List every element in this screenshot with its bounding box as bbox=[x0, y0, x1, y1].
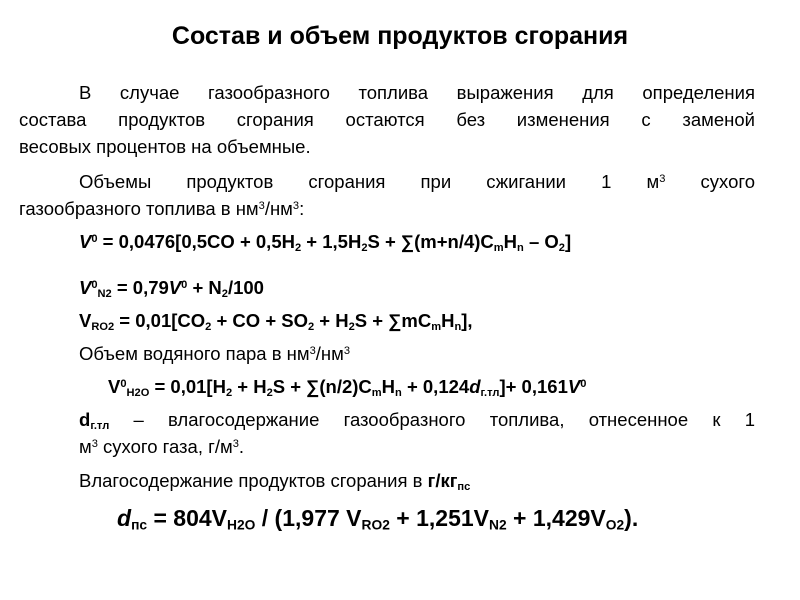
slide-title: Состав и объем продуктов сгорания bbox=[171, 22, 629, 50]
paragraph-line: В случае газообразного топлива выражения для определения bbox=[79, 82, 755, 103]
symbol: V bbox=[168, 277, 182, 298]
text: = 0,79 bbox=[111, 277, 169, 298]
superscript: 3 bbox=[309, 344, 316, 357]
superscript: 3 bbox=[91, 437, 98, 450]
text: ], bbox=[461, 310, 473, 331]
subscript: 2 bbox=[558, 241, 565, 254]
subscript: пс bbox=[457, 480, 471, 493]
paragraph-line: состава продуктов сгорания остаются без изменения с заменой bbox=[19, 109, 755, 130]
subscript: 2 bbox=[294, 241, 302, 254]
subscript: 2 bbox=[361, 241, 368, 254]
equation-d-ps bbox=[117, 505, 638, 532]
subscript: n bbox=[395, 386, 402, 399]
subscript: m bbox=[371, 386, 382, 399]
paragraph-moisture-content-fuel bbox=[79, 406, 755, 460]
subscript: RO2 bbox=[361, 517, 390, 533]
text: + H bbox=[232, 376, 267, 397]
superscript: 3 bbox=[343, 344, 351, 357]
text: сухого газа, г/м bbox=[97, 436, 233, 457]
text: + 1,5H bbox=[301, 231, 362, 252]
superscript: 0 bbox=[120, 377, 127, 390]
equation-v0 bbox=[79, 228, 571, 255]
subscript: 2 bbox=[308, 320, 315, 333]
text: : bbox=[299, 198, 305, 219]
subscript: 2 bbox=[225, 386, 233, 399]
superscript: 3 bbox=[258, 199, 265, 212]
text: = 0,01[CO bbox=[114, 310, 206, 331]
paragraph-line bbox=[79, 168, 755, 195]
superscript: 0 bbox=[181, 278, 188, 291]
superscript: 0 bbox=[580, 377, 587, 390]
text: Влагосодержание продуктов сгорания в bbox=[79, 470, 428, 491]
symbol: d bbox=[469, 376, 481, 397]
subscript: г.тл bbox=[480, 386, 500, 399]
superscript: 3 bbox=[232, 437, 239, 450]
subscript: 2 bbox=[221, 287, 228, 300]
subscript: H2O bbox=[227, 517, 256, 533]
text: H bbox=[441, 310, 455, 331]
paragraph-line bbox=[79, 406, 755, 433]
paragraph-gaseous-fuel bbox=[19, 79, 755, 160]
equation-v0-n2 bbox=[79, 274, 264, 301]
subscript: г.тл bbox=[90, 419, 110, 432]
superscript: 3 bbox=[292, 199, 300, 212]
symbol: d bbox=[117, 505, 132, 531]
subscript: O2 bbox=[605, 517, 625, 533]
text: ]+ 0,161 bbox=[499, 376, 568, 397]
text: – O bbox=[523, 231, 559, 252]
text: = 0,01[H bbox=[149, 376, 226, 397]
text: / (1,977 V bbox=[255, 505, 362, 531]
paragraph-line bbox=[19, 195, 755, 222]
text: – влагосодержание газообразного топлива, отнесенное к 1 bbox=[109, 409, 755, 430]
text: ] bbox=[564, 231, 572, 252]
text: сухого bbox=[665, 171, 755, 192]
text: /нм bbox=[264, 198, 293, 219]
superscript: 0 bbox=[91, 232, 98, 245]
symbol: V bbox=[79, 231, 92, 252]
symbol: d bbox=[79, 409, 91, 430]
unit: г/кг bbox=[427, 470, 458, 491]
text: S + ∑(n/2)C bbox=[272, 376, 372, 397]
text: + H bbox=[314, 310, 349, 331]
subscript: n bbox=[517, 241, 524, 254]
subscript: m bbox=[431, 320, 442, 333]
symbol: V bbox=[108, 376, 121, 397]
text: S + ∑(m+n/4)C bbox=[367, 231, 494, 252]
paragraph-moisture-content-products bbox=[79, 467, 470, 494]
symbol: V bbox=[79, 277, 92, 298]
text: Объем водяного пара в нм bbox=[79, 343, 310, 364]
subscript: пс bbox=[131, 517, 148, 533]
text: = 0,0476[0,5CO + 0,5H bbox=[97, 231, 295, 252]
text: /100 bbox=[227, 277, 264, 298]
subscript: N2 bbox=[97, 287, 112, 300]
symbol: V bbox=[567, 376, 581, 397]
text: H bbox=[381, 376, 396, 397]
text: + CO + SO bbox=[211, 310, 308, 331]
subscript: 2 bbox=[348, 320, 355, 333]
subscript: H2O bbox=[126, 386, 150, 399]
text: Объемы продуктов сгорания при сжигании 1 м bbox=[79, 171, 660, 192]
subscript: m bbox=[493, 241, 504, 254]
equation-v-ro2 bbox=[79, 307, 473, 334]
text: ). bbox=[624, 505, 639, 531]
paragraph-water-vapor bbox=[79, 340, 350, 367]
paragraph-volumes bbox=[19, 168, 755, 222]
paragraph-line bbox=[79, 433, 755, 460]
text: + 0,124 bbox=[401, 376, 470, 397]
text: м bbox=[79, 436, 92, 457]
text: + 1,251V bbox=[389, 505, 489, 531]
subscript: n bbox=[454, 320, 462, 333]
superscript: 3 bbox=[659, 172, 666, 185]
text: = 804V bbox=[147, 505, 228, 531]
paragraph-line: весовых процентов на объемные. bbox=[19, 136, 311, 157]
text: + N bbox=[187, 277, 222, 298]
symbol: V bbox=[79, 310, 92, 331]
subscript: N2 bbox=[489, 517, 507, 533]
text: S + ∑mC bbox=[354, 310, 432, 331]
text: H bbox=[503, 231, 518, 252]
text: /нм bbox=[315, 343, 344, 364]
text: газообразного топлива в нм bbox=[19, 198, 259, 219]
subscript: 2 bbox=[205, 320, 212, 333]
text: . bbox=[238, 436, 245, 457]
subscript: 2 bbox=[266, 386, 273, 399]
text: + 1,429V bbox=[506, 505, 606, 531]
subscript: RO2 bbox=[91, 320, 115, 333]
superscript: 0 bbox=[91, 278, 98, 291]
equation-v0-h2o bbox=[108, 373, 586, 400]
